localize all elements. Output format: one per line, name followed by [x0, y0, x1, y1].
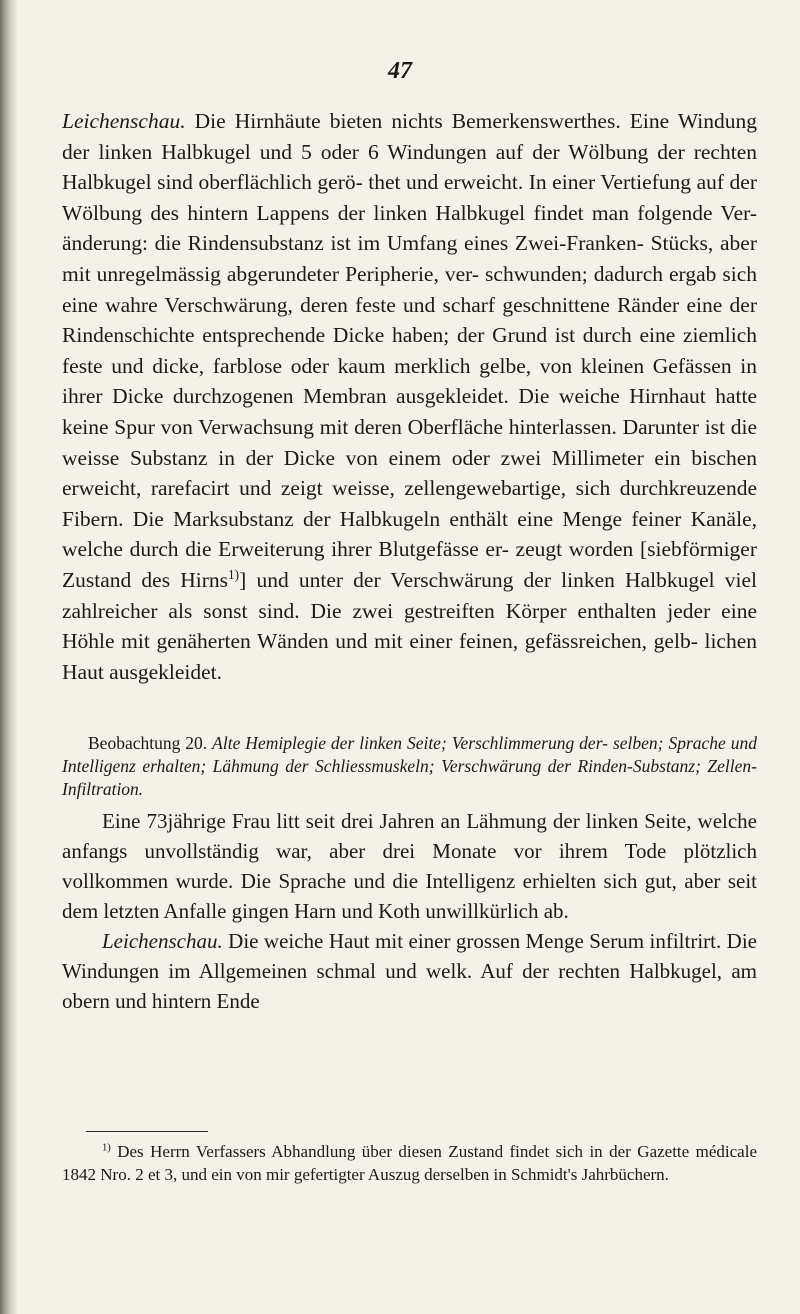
- case-section: [62, 806, 757, 1016]
- footnote: [62, 1140, 757, 1186]
- autopsy-text-continued: ] und unter der Verschwärung der linken Halbkugel viel zahlreicher als sonst sind. Die zwei gestreiften Körper enthalten jeder eine Höhle mit genäherten Wänden und mit einer feinen, gefässreichen, gelb- lichen Haut ausgekleidet.: [62, 567, 757, 684]
- page-number: 47: [388, 58, 412, 84]
- observation-heading: [62, 732, 757, 801]
- footnote-text: Des Herrn Verfassers Abhandlung über diesen Zustand findet sich in der Gazette médicale 1842 Nro. 2 et 3, und ein von mir gefertigter Auszug derselben in Schmidt's Jahrbüchern.: [62, 1142, 757, 1184]
- run-in-heading: Leichenschau.: [102, 929, 223, 953]
- run-in-heading: Leichenschau.: [62, 109, 186, 133]
- footnote-marker: 1): [102, 1142, 111, 1154]
- case-autopsy-paragraph: [62, 926, 757, 1016]
- observation-title: Alte Hemiplegie der linken Seite; Verschlimmerung der- selben; Sprache und Intelligenz erhalten; Lähmung der Schliessmuskeln; Verschwärung der Rinden-Substanz; Zellen-Infiltration.: [62, 733, 758, 799]
- case-history-paragraph: Eine 73jährige Frau litt seit drei Jahren an Lähmung der linken Seite, welche anfangs unvollständig war, aber drei Monate vor ihrem Tode plötzlich vollkommen wurde. Die Sprache und die Intelligenz erhielten sich gut, aber seit dem letzten Anfalle gingen Harn und Koth unwillkürlich ab.: [62, 809, 757, 923]
- observation-label: Beobachtung 20.: [88, 733, 208, 753]
- autopsy-section: [62, 106, 757, 687]
- case-autopsy-text: Die weiche Haut mit einer grossen Menge Serum infiltrirt. Die Windungen im Allgemeinen schmal und welk. Auf der rechten Halbkugel, am obern und hintern Ende: [62, 929, 757, 1013]
- page-gutter-shadow: [0, 0, 18, 1314]
- footnote-reference: 1): [228, 566, 240, 582]
- footnote-rule: [86, 1131, 208, 1132]
- autopsy-paragraph: [62, 106, 757, 687]
- autopsy-text: Die Hirnhäute bieten nichts Bemerkenswerthes. Eine Windung der linken Halbkugel und 5 oder 6 Windungen auf der Wölbung der rechten Halbkugel sind oberflächlich gerö- thet und erweicht. In einer Vertiefung auf der Wölbung des hintern Lappens der linken Halbkugel findet man folgende Ver- änderung: die Rindensubstanz ist im Umfang eines Zwei-Franken- Stücks, aber mit unregelmässig abgerundeter Peripherie, ver- schwunden; dadurch ergab sich eine wahre Verschwärung, deren feste und scharf geschnittene Ränder eine der Rindenschichte entsprechende Dicke haben; der Grund ist durch eine ziemlich feste und dicke, farblose oder kaum merklich gelbe, von kleinen Gefässen in ihrer Dicke durchzogenen Membran ausgekleidet. Die weiche Hirnhaut hatte keine Spur von Verwachsung mit deren Oberfläche hinterlassen. Darunter ist die weisse Substanz in der Dicke von einem oder zwei Millimeter ein bischen erweicht, rarefacirt und zeigt weisse, zellengewebartige, sich durchkreuzende Fibern. Die Marksubstanz der Halbkugeln enthält eine Menge feiner Kanäle, welche durch die Erweiterung ihrer Blutgefässe er- zeugt worden [siebförmiger Zustand des Hirns: [62, 109, 757, 592]
